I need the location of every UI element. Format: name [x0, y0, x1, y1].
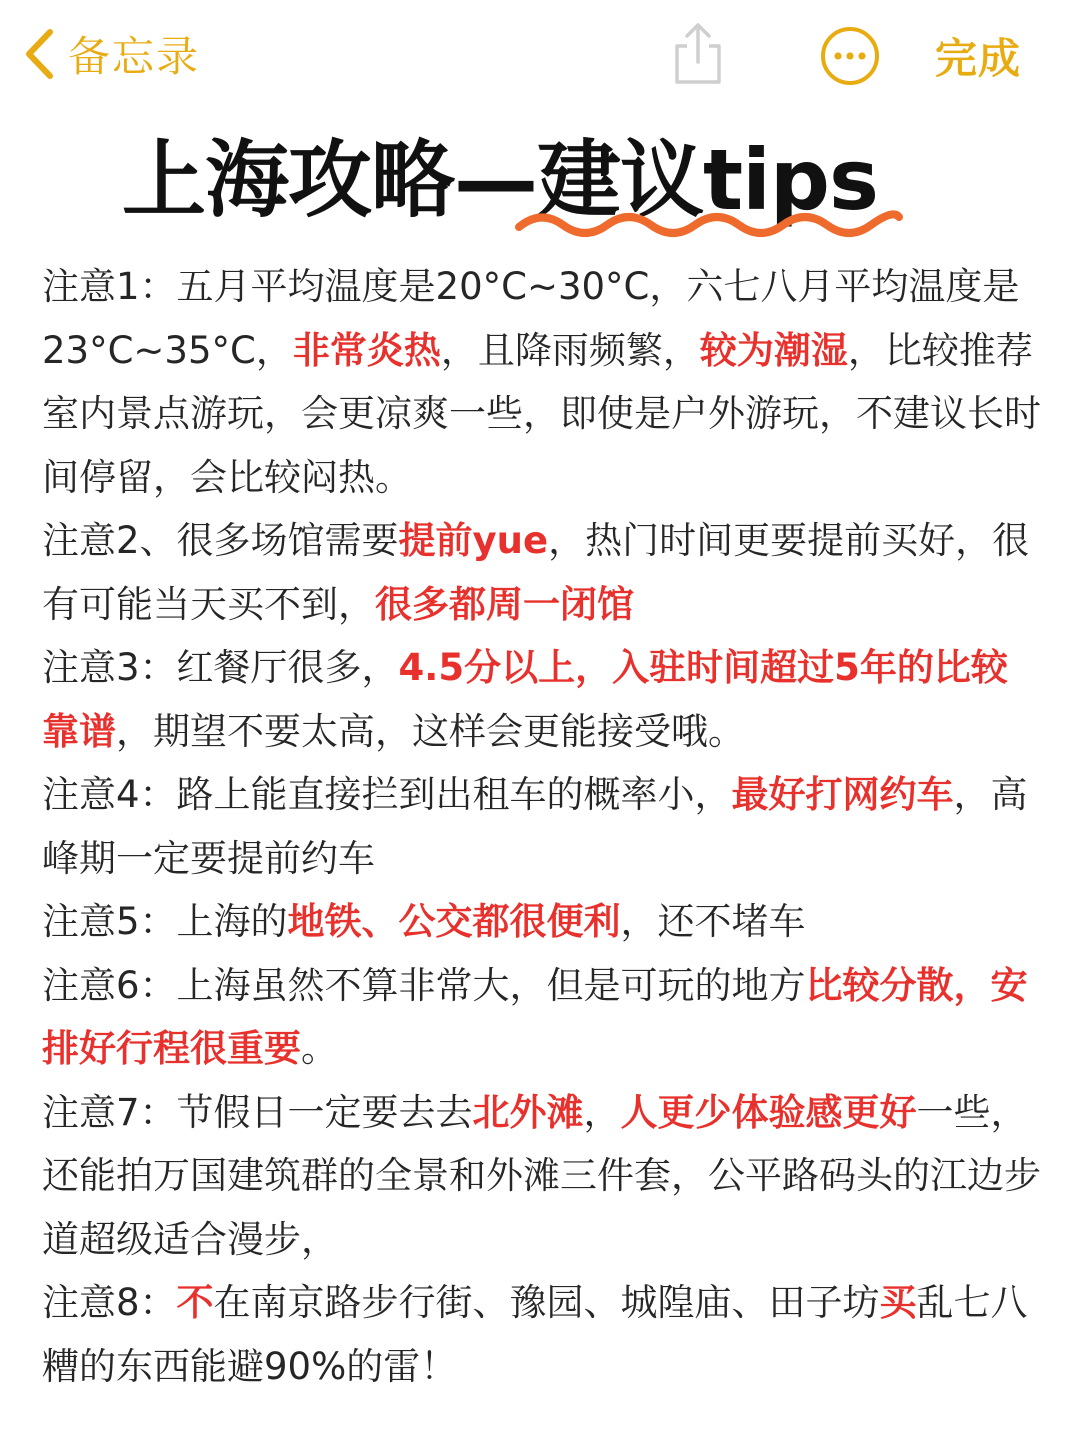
back-button[interactable]: [22, 22, 200, 86]
note-text: 注意7：节假日一定要去去: [42, 1090, 473, 1134]
note-text: 注意2、很多场馆需要: [42, 519, 399, 562]
note-text: 注意6：上海虽然不算非常大，但是可玩的地方: [42, 963, 806, 1007]
note-item-2: [42, 509, 1042, 636]
note-text: 一些，还能拍万国建筑群的全景和外滩三件套，公平路码头的江边步道超级适合漫步，: [42, 1090, 1041, 1261]
highlighted-text: 买: [879, 1281, 917, 1324]
more-options-button[interactable]: [818, 24, 882, 88]
note-item-8: [42, 1271, 1042, 1398]
more-icon: [818, 73, 882, 92]
note-text: 注意3：红餐厅很多，: [42, 646, 399, 689]
title-underline-decoration: [515, 205, 905, 241]
note-item-3: [42, 636, 1042, 763]
highlighted-text: 人更少体验感更好: [620, 1090, 917, 1134]
note-item-4: [42, 763, 1042, 890]
highlighted-text: 地铁、公交都很便利: [287, 900, 621, 943]
nav-bar: [0, 0, 1080, 110]
page-title: 上海攻略—建议tips: [121, 131, 879, 229]
note-text: 注意8：: [42, 1281, 177, 1324]
note-item-7: [42, 1081, 1042, 1272]
note-text: ，且降雨频繁，: [440, 328, 700, 372]
title-area: [0, 125, 1080, 255]
note-body[interactable]: [42, 255, 1042, 1398]
note-item-5: [42, 890, 1042, 954]
note-text: ，热门时间更要提前买好，很有可能当天买不到，: [42, 519, 1030, 626]
highlighted-text: 较为潮湿: [699, 328, 848, 372]
back-label: 备忘录: [68, 32, 201, 81]
done-button[interactable]: 完成: [935, 34, 1022, 83]
highlighted-text: 非常炎热: [292, 328, 441, 372]
highlighted-text: 提前yue: [398, 519, 549, 562]
note-text: ，高峰期一定要提前约车: [42, 773, 1028, 880]
note-text: ，期望不要太高，这样会更能接受哦。: [116, 709, 745, 753]
highlighted-text: 4.5分以上，入驻时间超过5年的比较靠谱: [42, 646, 1008, 753]
note-text: 乱七八糟的东西能避90%的雷！: [42, 1281, 1028, 1388]
chevron-left-icon: [22, 28, 56, 80]
highlighted-text: 北外滩: [472, 1090, 584, 1134]
note-text: 。: [301, 1027, 338, 1070]
note-text: 注意1：五月平均温度是20°C~30°C，六七八月平均温度是23°C~35°C，: [42, 265, 1020, 372]
note-text: ，比较推荐室内景点游玩，会更凉爽一些，即使是户外游玩，不建议长时间停留，会比较闷热。: [42, 328, 1041, 499]
highlighted-text: 最好打网约车: [731, 773, 954, 816]
note-item-6: [42, 954, 1042, 1081]
note-text: 注意4：路上能直接拦到出租车的概率小，: [42, 773, 732, 816]
note-text: 注意5：上海的: [42, 900, 288, 943]
share-button[interactable]: [665, 20, 731, 86]
note-text: ，还不堵车: [620, 900, 806, 943]
note-item-1: [42, 255, 1042, 509]
note-text: 在南京路步行街、豫园、城隍庙、田子坊: [213, 1281, 880, 1324]
highlighted-text: 不: [176, 1281, 214, 1324]
highlighted-text: 很多都周一闭馆: [375, 582, 634, 626]
highlighted-text: 比较分散，安排好行程很重要: [42, 963, 1028, 1070]
share-icon: [665, 71, 731, 90]
note-text: ，: [583, 1090, 621, 1134]
